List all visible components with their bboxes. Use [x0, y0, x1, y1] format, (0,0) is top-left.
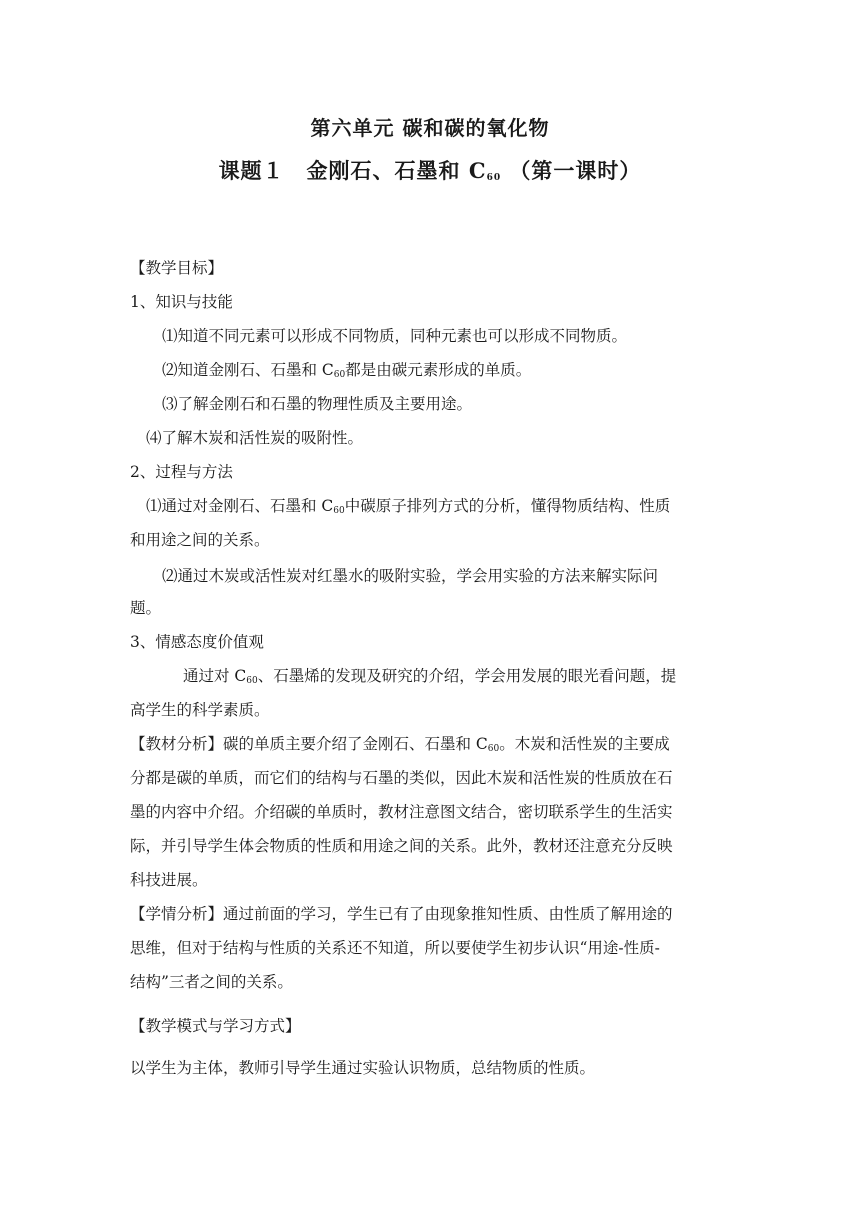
goals-process-2-line2: 题。	[130, 599, 162, 617]
students-line-1: 【学情分析】通过前面的学习，学生已有了由现象推知性质、由性质了解用途的	[130, 905, 673, 923]
goals-section3-title: 3、情感态度价值观	[130, 633, 264, 651]
lesson-title-prefix: 课题１ 金刚石、石墨和 C	[218, 158, 487, 183]
students-line-2: 思维，但对于结构与性质的关系还不知道，所以要使学生初步认识“用途-性质-	[130, 939, 660, 957]
material-line-1-post: 。木炭和活性炭的主要成	[499, 735, 670, 753]
lesson-title-subscript: 60	[486, 173, 502, 183]
goals-attitude-line2: 高学生的科学素质。	[130, 701, 270, 719]
lesson-title	[0, 155, 860, 185]
goals-heading: 【教学目标】	[130, 259, 224, 277]
goals-item-3: ⑶了解金刚石和石墨的物理性质及主要用途。	[162, 395, 473, 413]
material-line-1-subscript: 60	[487, 744, 500, 754]
goals-section2-title: 2、过程与方法	[130, 463, 233, 481]
unit-title: 第六单元 碳和碳的氧化物	[310, 116, 550, 140]
goals-item-2	[162, 360, 531, 385]
material-line-2: 分都是碳的单质，而它们的结构与石墨的类似，因此木炭和活性炭的性质放在石	[130, 769, 673, 787]
goals-item-4: ⑷了解木炭和活性炭的吸附性。	[146, 429, 364, 447]
material-line-3: 墨的内容中介绍。介绍碳的单质时，教材注意图文结合，密切联系学生的生活实	[130, 803, 673, 821]
goals-attitude-post: 、石墨烯的发现及研究的介绍，学会用发展的眼光看问题，提	[257, 667, 677, 685]
goals-item-1: ⑴知道不同元素可以形成不同物质，同种元素也可以形成不同物质。	[162, 327, 628, 345]
material-line-4: 际，并引导学生体会物质的性质和用途之间的关系。此外，教材还注意充分反映	[130, 837, 673, 855]
goals-attitude	[183, 666, 676, 691]
goals-process-1-pre: ⑴通过对金刚石、石墨和 C	[146, 497, 334, 515]
goals-process-1-line2: 和用途之间的关系。	[130, 531, 270, 549]
mode-heading: 【教学模式与学习方式】	[130, 1017, 301, 1035]
goals-process-1-subscript: 60	[333, 506, 345, 516]
lesson-title-suffix: （第一课时）	[501, 158, 642, 183]
goals-attitude-pre: 通过对 C	[183, 667, 247, 685]
goals-section1-title: 1、知识与技能	[130, 293, 233, 311]
material-line-1-pre: 【教材分析】碳的单质主要介绍了金刚石、石墨和 C	[130, 735, 488, 753]
material-line-5: 科技进展。	[130, 871, 208, 889]
goals-process-1-post: 中碳原子排列方式的分析，懂得物质结构、性质	[344, 497, 671, 515]
goals-item-2-post: 都是由碳元素形成的单质。	[345, 361, 532, 379]
goals-item-2-pre: ⑵知道金刚石、石墨和 C	[162, 361, 334, 379]
mode-line-1: 以学生为主体，教师引导学生通过实验认识物质，总结物质的性质。	[130, 1059, 596, 1077]
goals-attitude-subscript: 60	[246, 676, 258, 686]
material-line-1	[130, 734, 670, 759]
students-line-3: 结构”三者之间的关系。	[130, 973, 293, 991]
goals-process-1	[146, 496, 730, 521]
goals-item-2-subscript: 60	[333, 370, 346, 380]
goals-process-2: ⑵通过木炭或活性炭对红墨水的吸附实验，学会用实验的方法来解实际问	[162, 567, 659, 585]
